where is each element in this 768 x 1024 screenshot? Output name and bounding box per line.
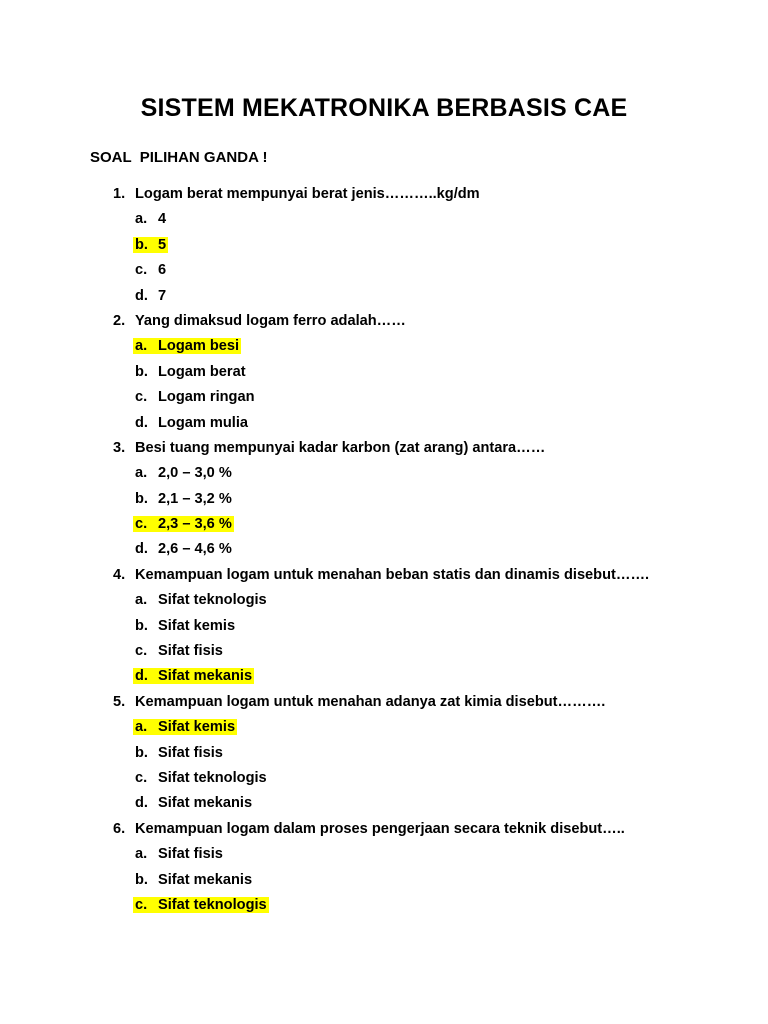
option-text: 2,6 – 4,6 % (158, 541, 232, 558)
option-letter: a. (135, 465, 148, 482)
option-text-wrapper (133, 364, 248, 380)
option-text-wrapper (133, 643, 225, 659)
option-text: Logam mulia (158, 414, 249, 431)
option-text-wrapper (133, 770, 269, 786)
answer-option (0, 489, 768, 514)
option-text: Sifat teknologis (158, 592, 267, 609)
option-letter: a. (135, 338, 148, 355)
option-text: 7 (158, 287, 167, 304)
option-text-wrapper (133, 338, 241, 354)
correct-answer-highlight (135, 719, 237, 735)
question-number: 1. (113, 186, 126, 202)
answer-option-content (135, 465, 234, 481)
option-text: 6 (158, 262, 167, 279)
option-text-wrapper (133, 465, 234, 481)
option-text-wrapper (133, 415, 250, 431)
option-letter: d. (135, 287, 148, 304)
option-letter: a. (135, 719, 148, 736)
option-letter: b. (135, 490, 148, 507)
answer-option (0, 413, 768, 438)
option-text-wrapper (133, 872, 254, 888)
answer-option-content (135, 745, 225, 761)
option-letter: d. (135, 795, 148, 812)
question-item (0, 692, 768, 717)
option-text-wrapper (133, 745, 225, 761)
question-number: 2. (113, 312, 126, 329)
answer-option-content (135, 846, 225, 862)
option-text: Sifat teknologis (158, 769, 267, 786)
correct-answer-highlight (135, 237, 168, 253)
question-number: 6. (113, 820, 126, 837)
option-letter: c. (135, 643, 148, 660)
option-text-wrapper (133, 541, 234, 557)
question-item (0, 819, 768, 844)
answer-option (0, 539, 768, 564)
option-text: Sifat mekanis (158, 795, 253, 812)
answer-option-content (135, 643, 225, 659)
option-letter: b. (135, 744, 148, 761)
option-letter: d. (135, 668, 148, 685)
question-text: Yang dimaksud logam ferro adalah…… (135, 312, 406, 329)
question-text: Kemampuan logam dalam proses pengerjaan secara teknik disebut….. (135, 820, 625, 837)
option-letter: a. (135, 846, 148, 863)
answer-option-content (135, 541, 234, 557)
answer-option (0, 768, 768, 793)
option-text: 2,3 – 3,6 % (158, 516, 232, 533)
answer-option (0, 590, 768, 615)
option-text-wrapper (133, 262, 168, 278)
answer-option (0, 641, 768, 666)
question-number: 5. (113, 693, 126, 710)
option-text: 2,0 – 3,0 % (158, 465, 232, 482)
answer-option (0, 286, 768, 311)
answer-option-content (135, 211, 168, 227)
option-letter: a. (135, 592, 148, 609)
option-text: Sifat mekanis (158, 668, 253, 685)
option-text-wrapper (133, 618, 237, 634)
answer-option-content (135, 872, 254, 888)
answer-option (0, 209, 768, 234)
question-number: 4. (113, 566, 126, 583)
answer-option (0, 616, 768, 641)
question-item (0, 311, 768, 336)
option-letter: b. (135, 363, 148, 380)
answer-option (0, 362, 768, 387)
option-text: Sifat kemis (158, 719, 236, 736)
document-title: SISTEM MEKATRONIKA BERBASIS CAE (140, 94, 628, 122)
option-letter: b. (135, 236, 148, 253)
answer-option (0, 666, 768, 691)
correct-answer-highlight (135, 516, 234, 532)
option-text: 4 (158, 211, 167, 228)
option-text-wrapper (133, 592, 269, 608)
option-text-wrapper (133, 846, 225, 862)
correct-answer-highlight (135, 668, 254, 684)
question-text: Kemampuan logam untuk menahan beban statis dan dinamis disebut……. (135, 566, 650, 583)
answer-option-content (135, 389, 256, 405)
option-text-wrapper (133, 237, 168, 253)
option-letter: c. (135, 389, 148, 406)
answer-option (0, 793, 768, 818)
question-text: Kemampuan logam untuk menahan adanya zat kimia disebut………. (135, 693, 606, 710)
answer-option (0, 895, 768, 920)
option-text: Sifat fisis (158, 643, 223, 660)
answer-option (0, 387, 768, 412)
option-text: Sifat kemis (158, 617, 236, 634)
option-letter: a. (135, 211, 148, 228)
option-text-wrapper (133, 211, 168, 227)
option-text: Sifat teknologis (158, 896, 267, 913)
option-text-wrapper (133, 389, 256, 405)
answer-option-content (135, 364, 248, 380)
option-text: 5 (158, 236, 167, 253)
option-letter: c. (135, 896, 148, 913)
option-text: Sifat fisis (158, 744, 223, 761)
answer-option (0, 260, 768, 285)
answer-option-content (135, 592, 269, 608)
option-letter: c. (135, 516, 148, 533)
answer-option (0, 235, 768, 260)
question-item (0, 184, 768, 209)
question-text: Besi tuang mempunyai kadar karbon (zat arang) antara…… (135, 439, 546, 456)
option-letter: d. (135, 541, 148, 558)
answer-option-content (135, 795, 254, 811)
option-text-wrapper (133, 719, 237, 735)
option-text: Sifat mekanis (158, 871, 253, 888)
option-text-wrapper (133, 516, 234, 532)
option-text-wrapper (133, 897, 269, 913)
answer-option (0, 717, 768, 742)
option-text: 2,1 – 3,2 % (158, 490, 232, 507)
answer-option-content (135, 288, 168, 304)
correct-answer-highlight (135, 897, 269, 913)
option-text: Logam besi (158, 338, 240, 355)
option-text: Sifat fisis (158, 846, 223, 863)
option-letter: d. (135, 414, 148, 431)
question-item (0, 565, 768, 590)
answer-option (0, 870, 768, 895)
answer-option (0, 463, 768, 488)
option-text-wrapper (133, 491, 234, 507)
correct-answer-highlight (135, 338, 241, 354)
question-number: 3. (113, 439, 126, 456)
option-text-wrapper (133, 668, 254, 684)
answer-option (0, 514, 768, 539)
option-text-wrapper (133, 288, 168, 304)
option-letter: c. (135, 769, 148, 786)
answer-option-content (135, 491, 234, 507)
option-letter: b. (135, 871, 148, 888)
option-text: Logam ringan (158, 389, 255, 406)
option-text: Logam berat (158, 363, 246, 380)
answer-option-content (135, 415, 250, 431)
answer-option (0, 743, 768, 768)
answer-option-content (135, 770, 269, 786)
option-letter: c. (135, 262, 148, 279)
section-heading: SOAL PILIHAN GANDA ! (90, 149, 268, 166)
question-list (0, 184, 768, 920)
option-text-wrapper (133, 795, 254, 811)
question-text: Logam berat mempunyai berat jenis………..kg/dm (135, 186, 480, 202)
answer-option (0, 844, 768, 869)
answer-option (0, 336, 768, 361)
question-item (0, 438, 768, 463)
answer-option-content (135, 618, 237, 634)
option-letter: b. (135, 617, 148, 634)
answer-option-content (135, 262, 168, 278)
